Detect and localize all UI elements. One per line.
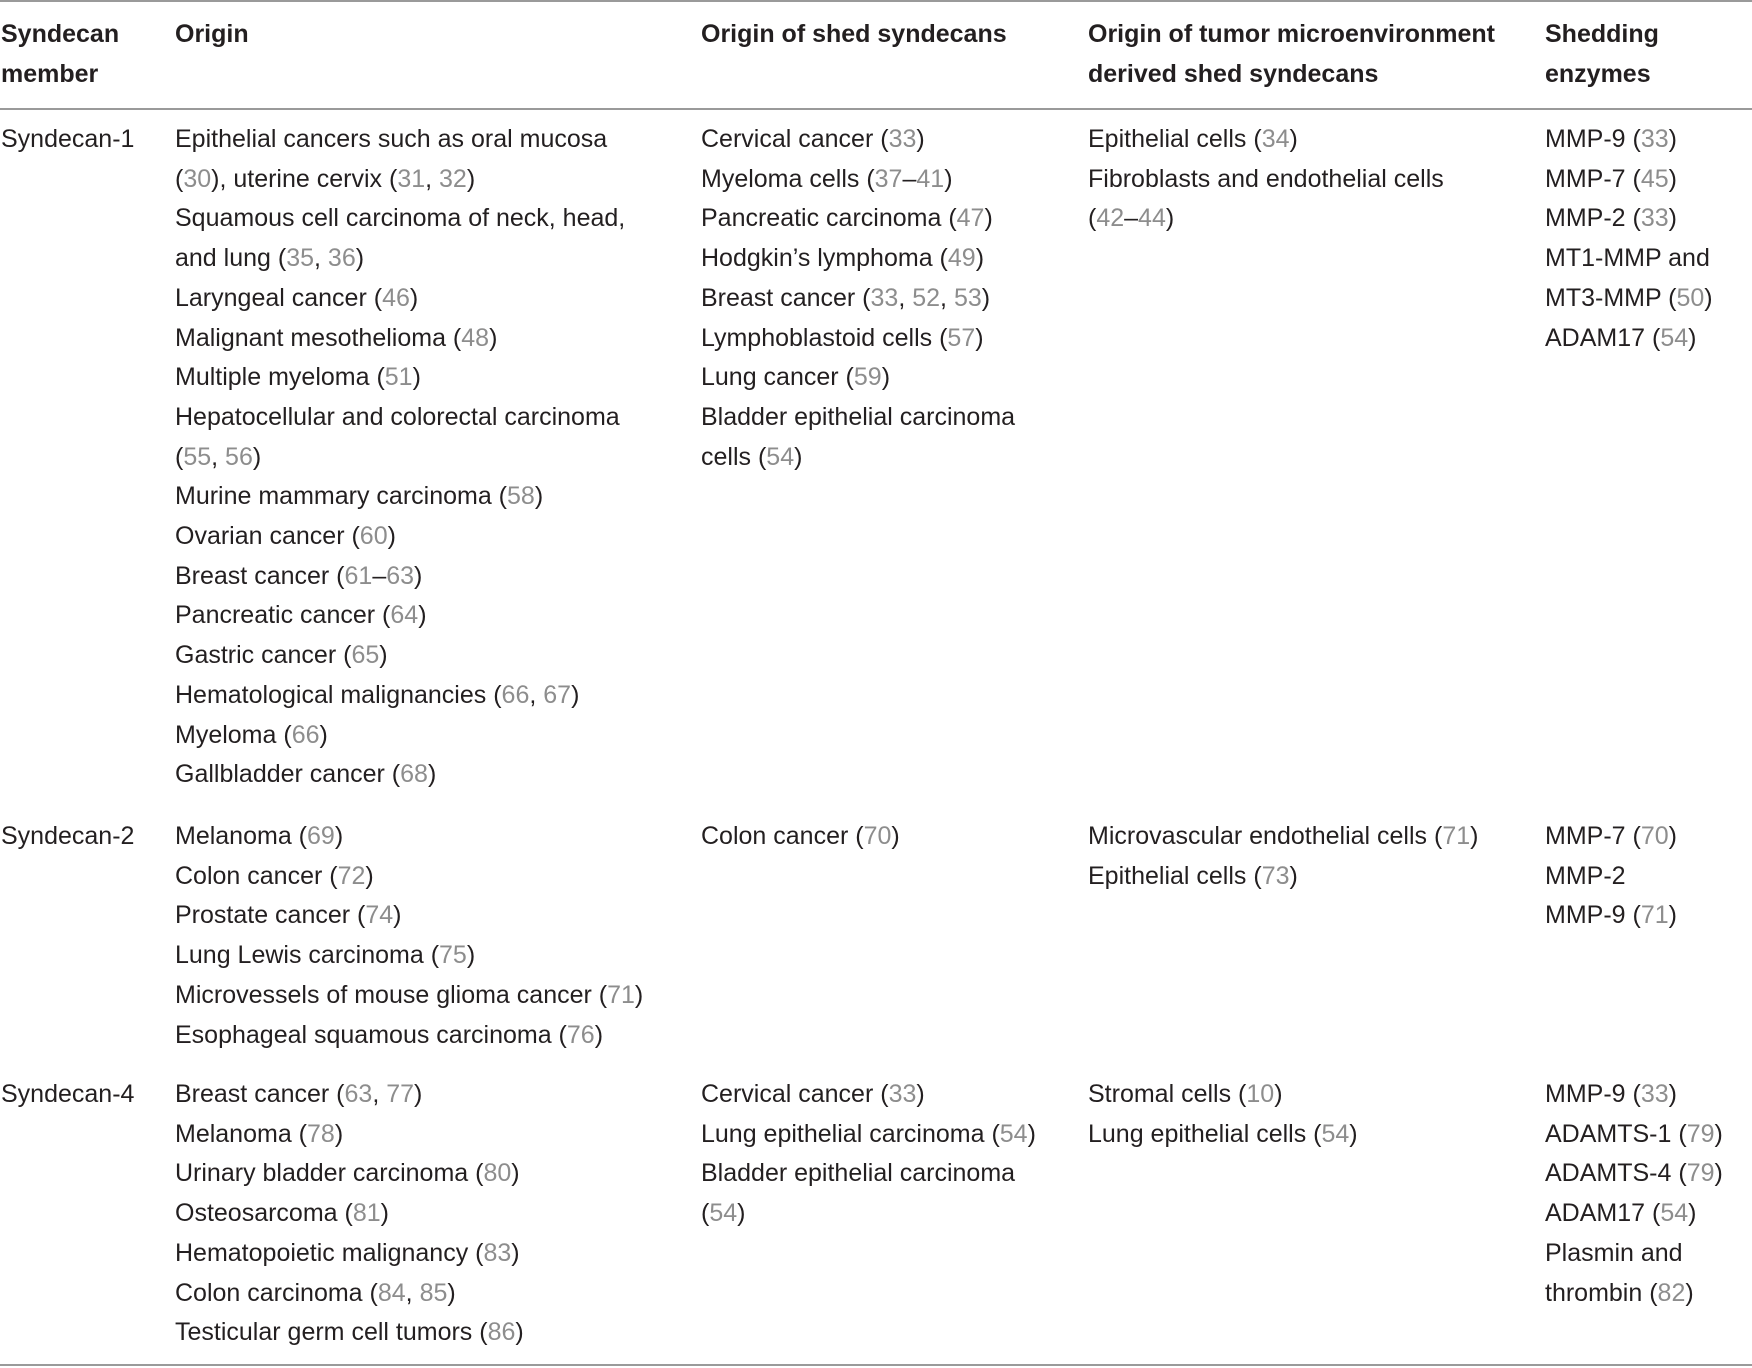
cell-text: Malignant mesothelioma ( — [175, 323, 462, 352]
cell-line — [1545, 1274, 1723, 1314]
cell-text: Squamous cell carcinoma of neck, head, — [175, 204, 626, 233]
cell-text: Cervical cancer ( — [701, 125, 889, 153]
reference-link[interactable]: 31 — [397, 164, 426, 193]
reference-link[interactable]: 46 — [382, 283, 410, 312]
cell-text: ) — [634, 980, 644, 1009]
reference-link[interactable]: 66 — [291, 720, 320, 749]
reference-link[interactable]: 33 — [888, 125, 917, 153]
cell-line — [1545, 160, 1713, 200]
cell-text: Prostate cancer ( — [175, 901, 366, 930]
cell-origin-of-shed — [701, 1075, 1036, 1234]
cell-origin — [175, 817, 643, 1055]
cell-text: , — [940, 283, 954, 312]
reference-link[interactable]: 76 — [566, 1020, 595, 1049]
header-tumor-microenvironment: Origin of tumor microenvironment derived shed syndecans — [1088, 20, 1495, 88]
cell-text: , — [405, 1278, 420, 1307]
cell-line — [175, 1016, 643, 1056]
cell-origin — [175, 1075, 524, 1353]
table-bottom-rule — [0, 1364, 1752, 1366]
cell-text: ) — [916, 1080, 925, 1108]
cell-text: Multiple myeloma ( — [175, 363, 385, 392]
cell-text: ( — [175, 164, 184, 193]
cell-origin — [175, 120, 625, 795]
cell-text: ) — [447, 1278, 456, 1307]
reference-link[interactable]: 79 — [1686, 1119, 1715, 1148]
reference-link[interactable]: 30 — [183, 164, 212, 193]
cell-line — [175, 358, 625, 398]
cell-text: – — [902, 164, 917, 193]
reference-link[interactable]: 47 — [956, 204, 985, 233]
cell-text: ) — [881, 363, 891, 392]
reference-link[interactable]: 80 — [483, 1159, 512, 1188]
cell-line — [1545, 1154, 1723, 1194]
reference-link[interactable]: 32 — [439, 164, 467, 193]
cell-text: ) — [737, 1199, 746, 1228]
cell-line — [1545, 817, 1677, 857]
cell-text: ADAM17 ( — [1545, 1199, 1661, 1228]
cell-text: ) — [380, 1199, 389, 1228]
cell-text: ) — [1668, 901, 1677, 930]
cell-text: Testicular germ cell tumors ( — [175, 1318, 488, 1347]
reference-link[interactable]: 82 — [1657, 1278, 1686, 1307]
cell-text: MMP-7 ( — [1545, 164, 1641, 193]
cell-text: ) — [975, 244, 985, 273]
cell-line — [175, 936, 643, 976]
cell-text: ) — [1027, 1119, 1036, 1148]
cell-text: cells ( — [701, 442, 767, 471]
cell-tumor-microenvironment — [1088, 120, 1444, 239]
cell-text: Breast cancer ( — [175, 1080, 345, 1108]
table-top-rule — [0, 0, 1752, 2]
cell-text: Cervical cancer ( — [701, 1080, 889, 1108]
cell-line — [701, 398, 1015, 438]
cell-line — [175, 239, 625, 279]
reference-link[interactable]: 74 — [365, 901, 394, 930]
cell-text: , — [529, 680, 544, 709]
cell-text: and lung ( — [175, 244, 287, 273]
reference-link[interactable]: 60 — [359, 522, 388, 551]
reference-link[interactable]: 59 — [853, 363, 882, 392]
reference-link[interactable]: 70 — [1640, 822, 1669, 850]
cell-text: ) — [594, 1020, 604, 1049]
reference-link[interactable]: 33 — [1640, 1080, 1669, 1108]
cell-text: Ovarian cancer ( — [175, 522, 360, 551]
cell-line — [175, 1154, 524, 1194]
cell-text: Fibroblasts and endothelial cells — [1088, 164, 1444, 193]
reference-link[interactable]: 51 — [384, 363, 413, 392]
reference-link[interactable]: 81 — [352, 1199, 381, 1228]
reference-link[interactable]: 72 — [337, 861, 366, 890]
cell-text: , — [372, 1080, 387, 1108]
cell-line — [1088, 1075, 1358, 1115]
reference-link[interactable]: 84 — [377, 1278, 406, 1307]
cell-line — [1545, 319, 1713, 359]
cell-line — [701, 358, 1015, 398]
reference-link[interactable]: 52 — [912, 283, 941, 312]
cell-text: ) — [794, 442, 803, 471]
cell-text: MMP-9 ( — [1545, 125, 1641, 153]
reference-link[interactable]: 77 — [386, 1080, 415, 1108]
cell-text: ) — [511, 1159, 520, 1188]
cell-line — [175, 1274, 524, 1314]
cell-text: ) — [891, 822, 900, 850]
cell-text: ) — [1668, 1080, 1677, 1108]
cell-text: ) — [466, 941, 476, 970]
cell-text: ) — [1714, 1159, 1723, 1188]
cell-line — [1088, 817, 1478, 857]
cell-text: MT1-MMP and — [1545, 244, 1710, 273]
cell-line — [175, 160, 625, 200]
cell-line — [175, 517, 625, 557]
cell-text: ) — [1289, 125, 1298, 153]
cell-text: ) — [944, 164, 953, 193]
reference-link[interactable]: 36 — [327, 244, 356, 273]
cell-text: Hodgkin’s lymphoma ( — [701, 244, 948, 273]
cell-text: ) — [409, 283, 419, 312]
cell-text: Myeloma ( — [175, 720, 292, 749]
cell-text: Colon carcinoma ( — [175, 1278, 378, 1307]
cell-text: ) — [393, 901, 402, 930]
cell-line — [175, 596, 625, 636]
cell-text: Lymphoblastoid cells ( — [701, 323, 948, 352]
cell-text: Microvascular endothelial cells ( — [1088, 822, 1443, 850]
cell-text: MMP-2 ( — [1545, 204, 1641, 233]
reference-link[interactable]: 50 — [1676, 283, 1705, 312]
cell-line — [175, 279, 625, 319]
cell-text: MMP-7 ( — [1545, 822, 1641, 850]
cell-text: , — [425, 164, 440, 193]
cell-text: Melanoma ( — [175, 822, 307, 850]
cell-line — [1545, 120, 1713, 160]
cell-text: Microvessels of mouse glioma cancer ( — [175, 980, 608, 1009]
cell-line — [1545, 1234, 1723, 1274]
cell-shedding-enzymes — [1545, 1075, 1723, 1313]
cell-text: Urinary bladder carcinoma ( — [175, 1159, 484, 1188]
cell-text: Bladder epithelial carcinoma — [701, 1159, 1016, 1188]
cell-line — [175, 438, 625, 478]
cell-text: ) — [1289, 861, 1298, 890]
cell-text: ) — [515, 1318, 524, 1347]
cell-text: ) — [252, 442, 262, 471]
cell-text: ( — [701, 1199, 710, 1228]
cell-line — [701, 817, 900, 857]
cell-text: , — [898, 283, 913, 312]
cell-line — [1088, 857, 1478, 897]
cell-text: ) — [365, 861, 374, 890]
cell-text: ) — [489, 323, 498, 352]
reference-link[interactable]: 55 — [183, 442, 212, 471]
cell-line — [1088, 1115, 1358, 1155]
cell-text: ) — [1688, 1199, 1697, 1228]
reference-link[interactable]: 65 — [351, 641, 380, 670]
cell-member — [1, 1075, 134, 1115]
cell-text: ADAMTS-4 ( — [1545, 1159, 1687, 1188]
cell-line — [1088, 199, 1444, 239]
cell-line — [1545, 239, 1713, 279]
reference-link[interactable]: 54 — [1321, 1119, 1350, 1148]
cell-text: MMP-9 ( — [1545, 901, 1641, 930]
cell-line — [701, 279, 1015, 319]
cell-text: ( — [1088, 204, 1097, 233]
cell-text: – — [1124, 204, 1139, 233]
cell-text: Hematological malignancies ( — [175, 680, 502, 709]
cell-text: MMP-2 — [1545, 861, 1626, 890]
reference-link[interactable]: 86 — [487, 1318, 516, 1347]
cell-tumor-microenvironment — [1088, 817, 1478, 896]
cell-text: Colon cancer ( — [175, 861, 338, 890]
reference-link[interactable]: 33 — [1640, 204, 1669, 233]
syndecan-member-label: Syndecan-4 — [1, 1080, 135, 1108]
reference-link[interactable]: 61 — [344, 561, 373, 590]
header-origin: Origin — [175, 20, 249, 48]
reference-link[interactable]: 35 — [286, 244, 315, 273]
reference-link[interactable]: 67 — [543, 680, 572, 709]
reference-link[interactable]: 34 — [1261, 125, 1290, 153]
cell-text: Colon cancer ( — [701, 822, 864, 850]
cell-text: – — [372, 561, 387, 590]
cell-line — [175, 755, 625, 795]
cell-line — [701, 120, 1015, 160]
reference-link[interactable]: 54 — [766, 442, 795, 471]
cell-line — [175, 676, 625, 716]
cell-text: Stromal cells ( — [1088, 1080, 1247, 1108]
cell-text: ADAMTS-1 ( — [1545, 1119, 1687, 1148]
cell-text: Murine mammary carcinoma ( — [175, 482, 508, 511]
cell-line — [1545, 1075, 1723, 1115]
reference-link[interactable]: 41 — [916, 164, 945, 193]
cell-text: ) — [418, 601, 427, 630]
cell-text: Hematopoietic malignancy ( — [175, 1238, 484, 1267]
cell-line — [701, 1075, 1036, 1115]
cell-line — [175, 976, 643, 1016]
cell-text: Breast cancer ( — [175, 561, 345, 590]
cell-line — [175, 557, 625, 597]
cell-line — [701, 1194, 1036, 1234]
cell-line — [1088, 120, 1444, 160]
cell-text: ) — [379, 641, 388, 670]
cell-text: Lung Lewis carcinoma ( — [175, 941, 440, 970]
reference-link[interactable]: 63 — [344, 1080, 373, 1108]
cell-line — [175, 1115, 524, 1155]
cell-text: Lung cancer ( — [701, 363, 854, 392]
cell-text: Osteosarcoma ( — [175, 1199, 353, 1228]
cell-text: Melanoma ( — [175, 1119, 307, 1148]
cell-text: ) — [334, 1119, 344, 1148]
table-header-rule — [0, 108, 1752, 110]
cell-text: Gastric cancer ( — [175, 641, 352, 670]
cell-text: MT3-MMP ( — [1545, 283, 1677, 312]
reference-link[interactable]: 56 — [225, 442, 253, 471]
cell-line — [701, 1154, 1036, 1194]
cell-text: ) — [414, 1080, 423, 1108]
cell-text: ), uterine cervix ( — [211, 164, 398, 193]
cell-text: Epithelial cells ( — [1088, 861, 1262, 890]
cell-text: ) — [1668, 204, 1677, 233]
reference-link[interactable]: 54 — [999, 1119, 1028, 1148]
reference-link[interactable]: 44 — [1138, 204, 1166, 233]
cell-text: ( — [175, 442, 184, 471]
cell-text: ) — [1714, 1119, 1723, 1148]
cell-line — [175, 857, 643, 897]
reference-link[interactable]: 48 — [461, 323, 490, 352]
reference-link[interactable]: 37 — [874, 164, 903, 193]
cell-line — [1545, 199, 1713, 239]
cell-text: Epithelial cancers such as oral mucosa — [175, 125, 608, 153]
reference-link[interactable]: 83 — [483, 1238, 512, 1267]
cell-text: Esophageal squamous carcinoma ( — [175, 1020, 567, 1049]
cell-text: ) — [1688, 323, 1697, 352]
cell-tumor-microenvironment — [1088, 1075, 1358, 1154]
syndecan-member-label: Syndecan-2 — [1, 822, 135, 850]
reference-link[interactable]: 78 — [307, 1119, 335, 1148]
cell-line — [701, 160, 1015, 200]
reference-link[interactable]: 71 — [607, 980, 635, 1009]
cell-text: Hepatocellular and colorectal carcinoma — [175, 402, 620, 431]
cell-line — [701, 1115, 1036, 1155]
cell-text: ) — [387, 522, 396, 551]
cell-text: ) — [466, 164, 476, 193]
cell-text: ) — [1668, 822, 1677, 850]
cell-text: Laryngeal cancer ( — [175, 283, 383, 312]
cell-shedding-enzymes — [1545, 817, 1677, 936]
reference-link[interactable]: 10 — [1246, 1080, 1275, 1108]
cell-text: ) — [1165, 204, 1175, 233]
cell-text: , — [211, 442, 226, 471]
header-syndecan-member: Syndecan member — [1, 20, 120, 88]
cell-origin-of-shed — [701, 817, 900, 857]
cell-text: Pancreatic cancer ( — [175, 601, 391, 630]
reference-link[interactable]: 33 — [870, 283, 899, 312]
cell-text: , — [314, 244, 328, 273]
reference-link[interactable]: 64 — [390, 601, 419, 630]
reference-link[interactable]: 58 — [507, 482, 535, 511]
reference-link[interactable]: 73 — [1261, 861, 1290, 890]
cell-line — [1545, 896, 1677, 936]
cell-line — [175, 1194, 524, 1234]
cell-text: ) — [984, 204, 993, 233]
cell-origin-of-shed — [701, 120, 1015, 477]
cell-text: ) — [1470, 822, 1479, 850]
header-origin-of-shed-syndecans: Origin of shed syndecans — [701, 20, 1007, 48]
cell-line — [175, 1234, 524, 1274]
cell-text: ) — [1668, 125, 1677, 153]
cell-text: Lung epithelial cells ( — [1088, 1119, 1322, 1148]
reference-link[interactable]: 79 — [1686, 1159, 1715, 1188]
cell-line — [1088, 160, 1444, 200]
reference-link[interactable]: 57 — [947, 323, 976, 352]
cell-line — [701, 319, 1015, 359]
cell-text: ) — [427, 760, 437, 789]
cell-text: ) — [981, 283, 991, 312]
reference-link[interactable]: 33 — [888, 1080, 917, 1108]
cell-line — [175, 636, 625, 676]
cell-line — [1545, 1194, 1723, 1234]
cell-line — [1545, 857, 1677, 897]
reference-link[interactable]: 49 — [947, 244, 976, 273]
syndecan-member-label: Syndecan-1 — [1, 125, 135, 153]
cell-text: ) — [1668, 164, 1677, 193]
reference-link[interactable]: 66 — [501, 680, 530, 709]
reference-link[interactable]: 54 — [1660, 323, 1689, 352]
cell-text: Pancreatic carcinoma ( — [701, 204, 957, 233]
cell-text: ADAM17 ( — [1545, 323, 1661, 352]
cell-line — [175, 199, 625, 239]
cell-line — [1545, 279, 1713, 319]
reference-link[interactable]: 45 — [1640, 164, 1669, 193]
cell-line — [175, 1075, 524, 1115]
cell-line — [175, 120, 625, 160]
reference-link[interactable]: 85 — [419, 1278, 448, 1307]
cell-text: Epithelial cells ( — [1088, 125, 1262, 153]
cell-line — [1545, 1115, 1723, 1155]
cell-text: ) — [916, 125, 925, 153]
reference-link[interactable]: 33 — [1640, 125, 1669, 153]
cell-member — [1, 120, 134, 160]
cell-text: ) — [355, 244, 365, 273]
cell-text: Lung epithelial carcinoma ( — [701, 1119, 1000, 1148]
cell-text: ) — [319, 720, 328, 749]
cell-line — [701, 199, 1015, 239]
cell-line — [175, 398, 625, 438]
reference-link[interactable]: 68 — [400, 760, 428, 789]
cell-line — [175, 477, 625, 517]
cell-text: ) — [412, 363, 421, 392]
cell-text: thrombin ( — [1545, 1278, 1658, 1307]
cell-text: ) — [1704, 283, 1713, 312]
cell-line — [701, 239, 1015, 279]
reference-link[interactable]: 71 — [1442, 822, 1471, 850]
cell-text: Breast cancer ( — [701, 283, 871, 312]
cell-line — [175, 1313, 524, 1353]
reference-link[interactable]: 54 — [709, 1199, 738, 1228]
cell-member — [1, 817, 134, 857]
cell-text: ) — [1685, 1278, 1694, 1307]
cell-text: Plasmin and — [1545, 1238, 1683, 1267]
cell-line — [175, 896, 643, 936]
cell-line — [175, 817, 643, 857]
cell-line — [175, 716, 625, 756]
reference-link[interactable]: 75 — [439, 941, 467, 970]
cell-text: ) — [334, 822, 344, 850]
cell-shedding-enzymes — [1545, 120, 1713, 358]
cell-text: MMP-9 ( — [1545, 1080, 1641, 1108]
cell-text: ) — [1274, 1080, 1283, 1108]
cell-text: ) — [1349, 1119, 1358, 1148]
reference-link[interactable]: 70 — [863, 822, 892, 850]
header-shedding-enzymes: Shedding enzymes — [1545, 20, 1659, 88]
reference-link[interactable]: 71 — [1640, 901, 1669, 930]
reference-link[interactable]: 69 — [307, 822, 335, 850]
cell-text: ) — [534, 482, 544, 511]
cell-line — [701, 438, 1015, 478]
cell-line — [175, 319, 625, 359]
cell-text: ) — [511, 1238, 520, 1267]
reference-link[interactable]: 63 — [386, 561, 415, 590]
cell-text: Bladder epithelial carcinoma — [701, 402, 1016, 431]
reference-link[interactable]: 53 — [953, 283, 982, 312]
cell-text: Gallbladder cancer ( — [175, 760, 401, 789]
cell-text: ) — [414, 561, 423, 590]
cell-text: Myeloma cells ( — [701, 164, 875, 193]
cell-text: ) — [975, 323, 984, 352]
reference-link[interactable]: 54 — [1660, 1199, 1689, 1228]
reference-link[interactable]: 42 — [1096, 204, 1125, 233]
cell-text: ) — [571, 680, 580, 709]
